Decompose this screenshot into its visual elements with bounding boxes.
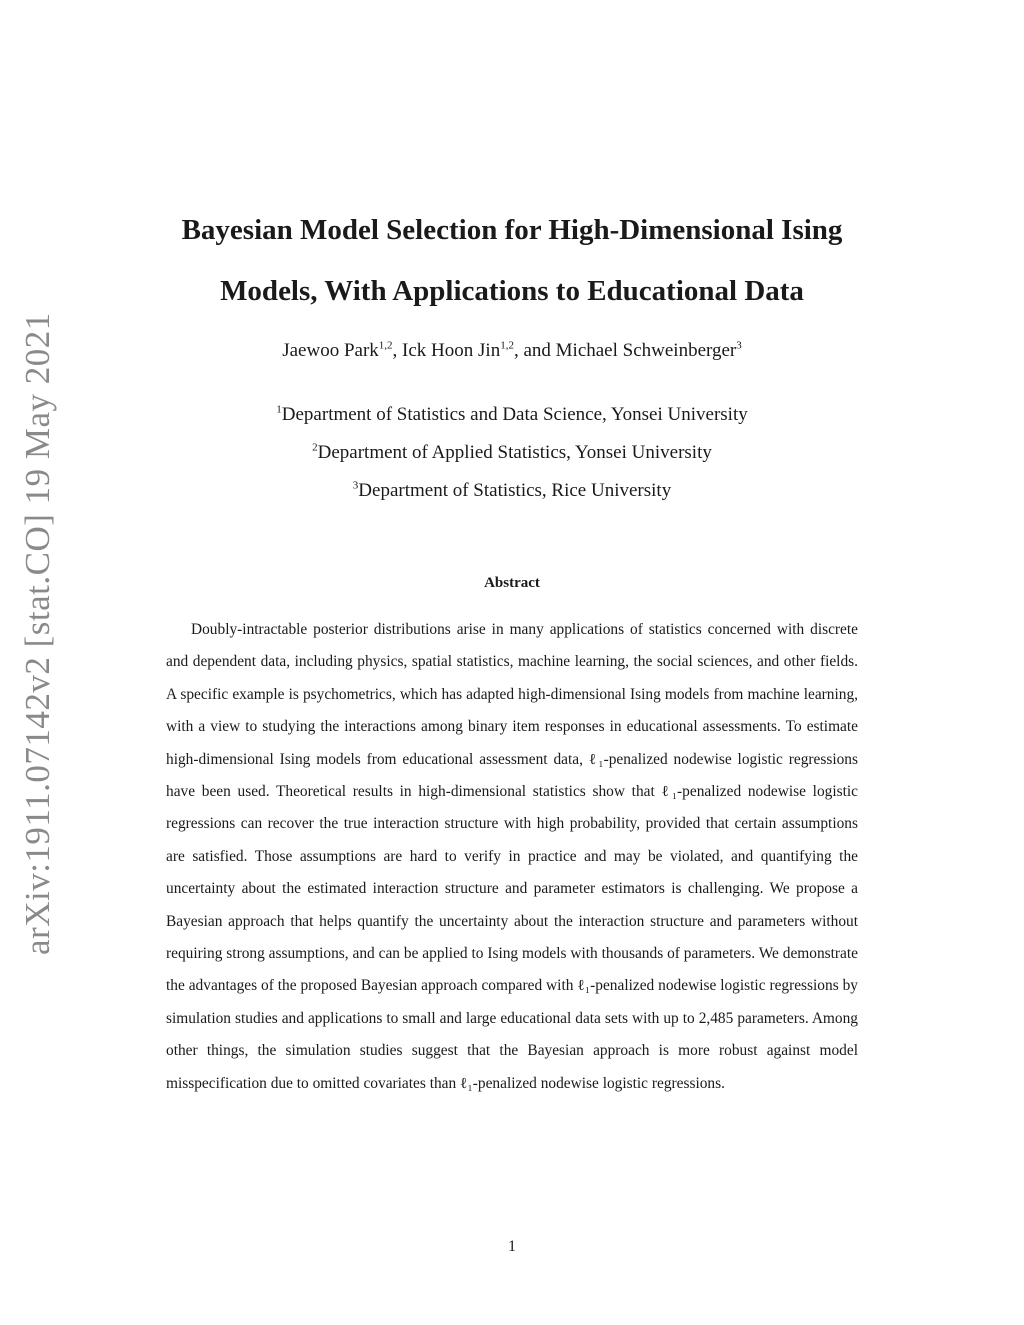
abstract-heading: Abstract	[484, 575, 540, 591]
author-list	[100, 340, 924, 362]
paper-title-line-2: Models, With Applications to Educational Data	[220, 275, 804, 307]
page-number: 1	[508, 1238, 516, 1255]
affiliation-line	[100, 434, 924, 472]
paper-title	[100, 200, 924, 322]
abstract-text: Doubly-intractable posterior distributions arise in many applications of statistics concerned with discrete and dependent data, including physics, spatial statistics, machine learning, the social sciences, and other fields. A specific example is psychometrics, which has adapted high-dimensional Ising models from machine learning, with a view to studying the interactions among binary item responses in educational assessments. To estimate high-dimensional Ising models from educational assessment data, ℓ₁-penalized nodewise logistic regressions have been used. Theoretical results in high-dimensional statistics show that ℓ₁-penalized nodewise logistic regressions can recover the true interaction structure with high probability, provided that certain assumptions are satisfied. Those assumptions are hard to verify in practice and may be violated, and quantifying the uncertainty about the estimated interaction structure and parameter estimators is challenging. We propose a Bayesian approach that helps quantify the uncertainty about the interaction structure and parameters without requiring strong assumptions, and can be applied to Ising models with thousands of parameters. We demonstrate the advantages of the proposed Bayesian approach compared with ℓ₁-penalized nodewise logistic regressions by simulation studies and applications to small and large educational data sets with up to 2,485 parameters. Among other things, the simulation studies suggest that the Bayesian approach is more robust against model misspecification due to omitted covariates than ℓ₁-penalized nodewise logistic regressions.	[166, 621, 858, 1092]
author-separator: ,	[392, 340, 403, 361]
author-affiliation-marker: 1,2	[378, 339, 393, 352]
affiliation-marker: 1	[276, 403, 282, 416]
paper-title-line-1: Bayesian Model Selection for High-Dimensional Ising	[181, 214, 843, 246]
author-name: Jaewoo Park	[282, 340, 379, 361]
affiliation-line	[100, 472, 924, 510]
affiliation-marker: 3	[352, 479, 359, 492]
author-affiliation-marker: 1,2	[500, 339, 514, 352]
affiliation-marker: 2	[312, 441, 318, 454]
affiliation-text: Department of Statistics and Data Science, Yonsei University	[281, 404, 748, 425]
arxiv-identifier-stamp: arXiv:1911.07142v2 [stat.CO] 19 May 2021	[18, 312, 57, 955]
affiliation-text: Department of Applied Statistics, Yonsei University	[317, 442, 712, 463]
author-separator: , and	[513, 340, 556, 361]
author-name: Ick Hoon Jin	[402, 340, 501, 361]
author-affiliation-marker: 3	[736, 339, 742, 352]
author-name: Michael Schweinberger	[555, 340, 737, 361]
affiliation-list	[100, 396, 924, 510]
affiliation-line	[100, 396, 924, 434]
affiliation-text: Department of Statistics, Rice University	[358, 480, 672, 501]
